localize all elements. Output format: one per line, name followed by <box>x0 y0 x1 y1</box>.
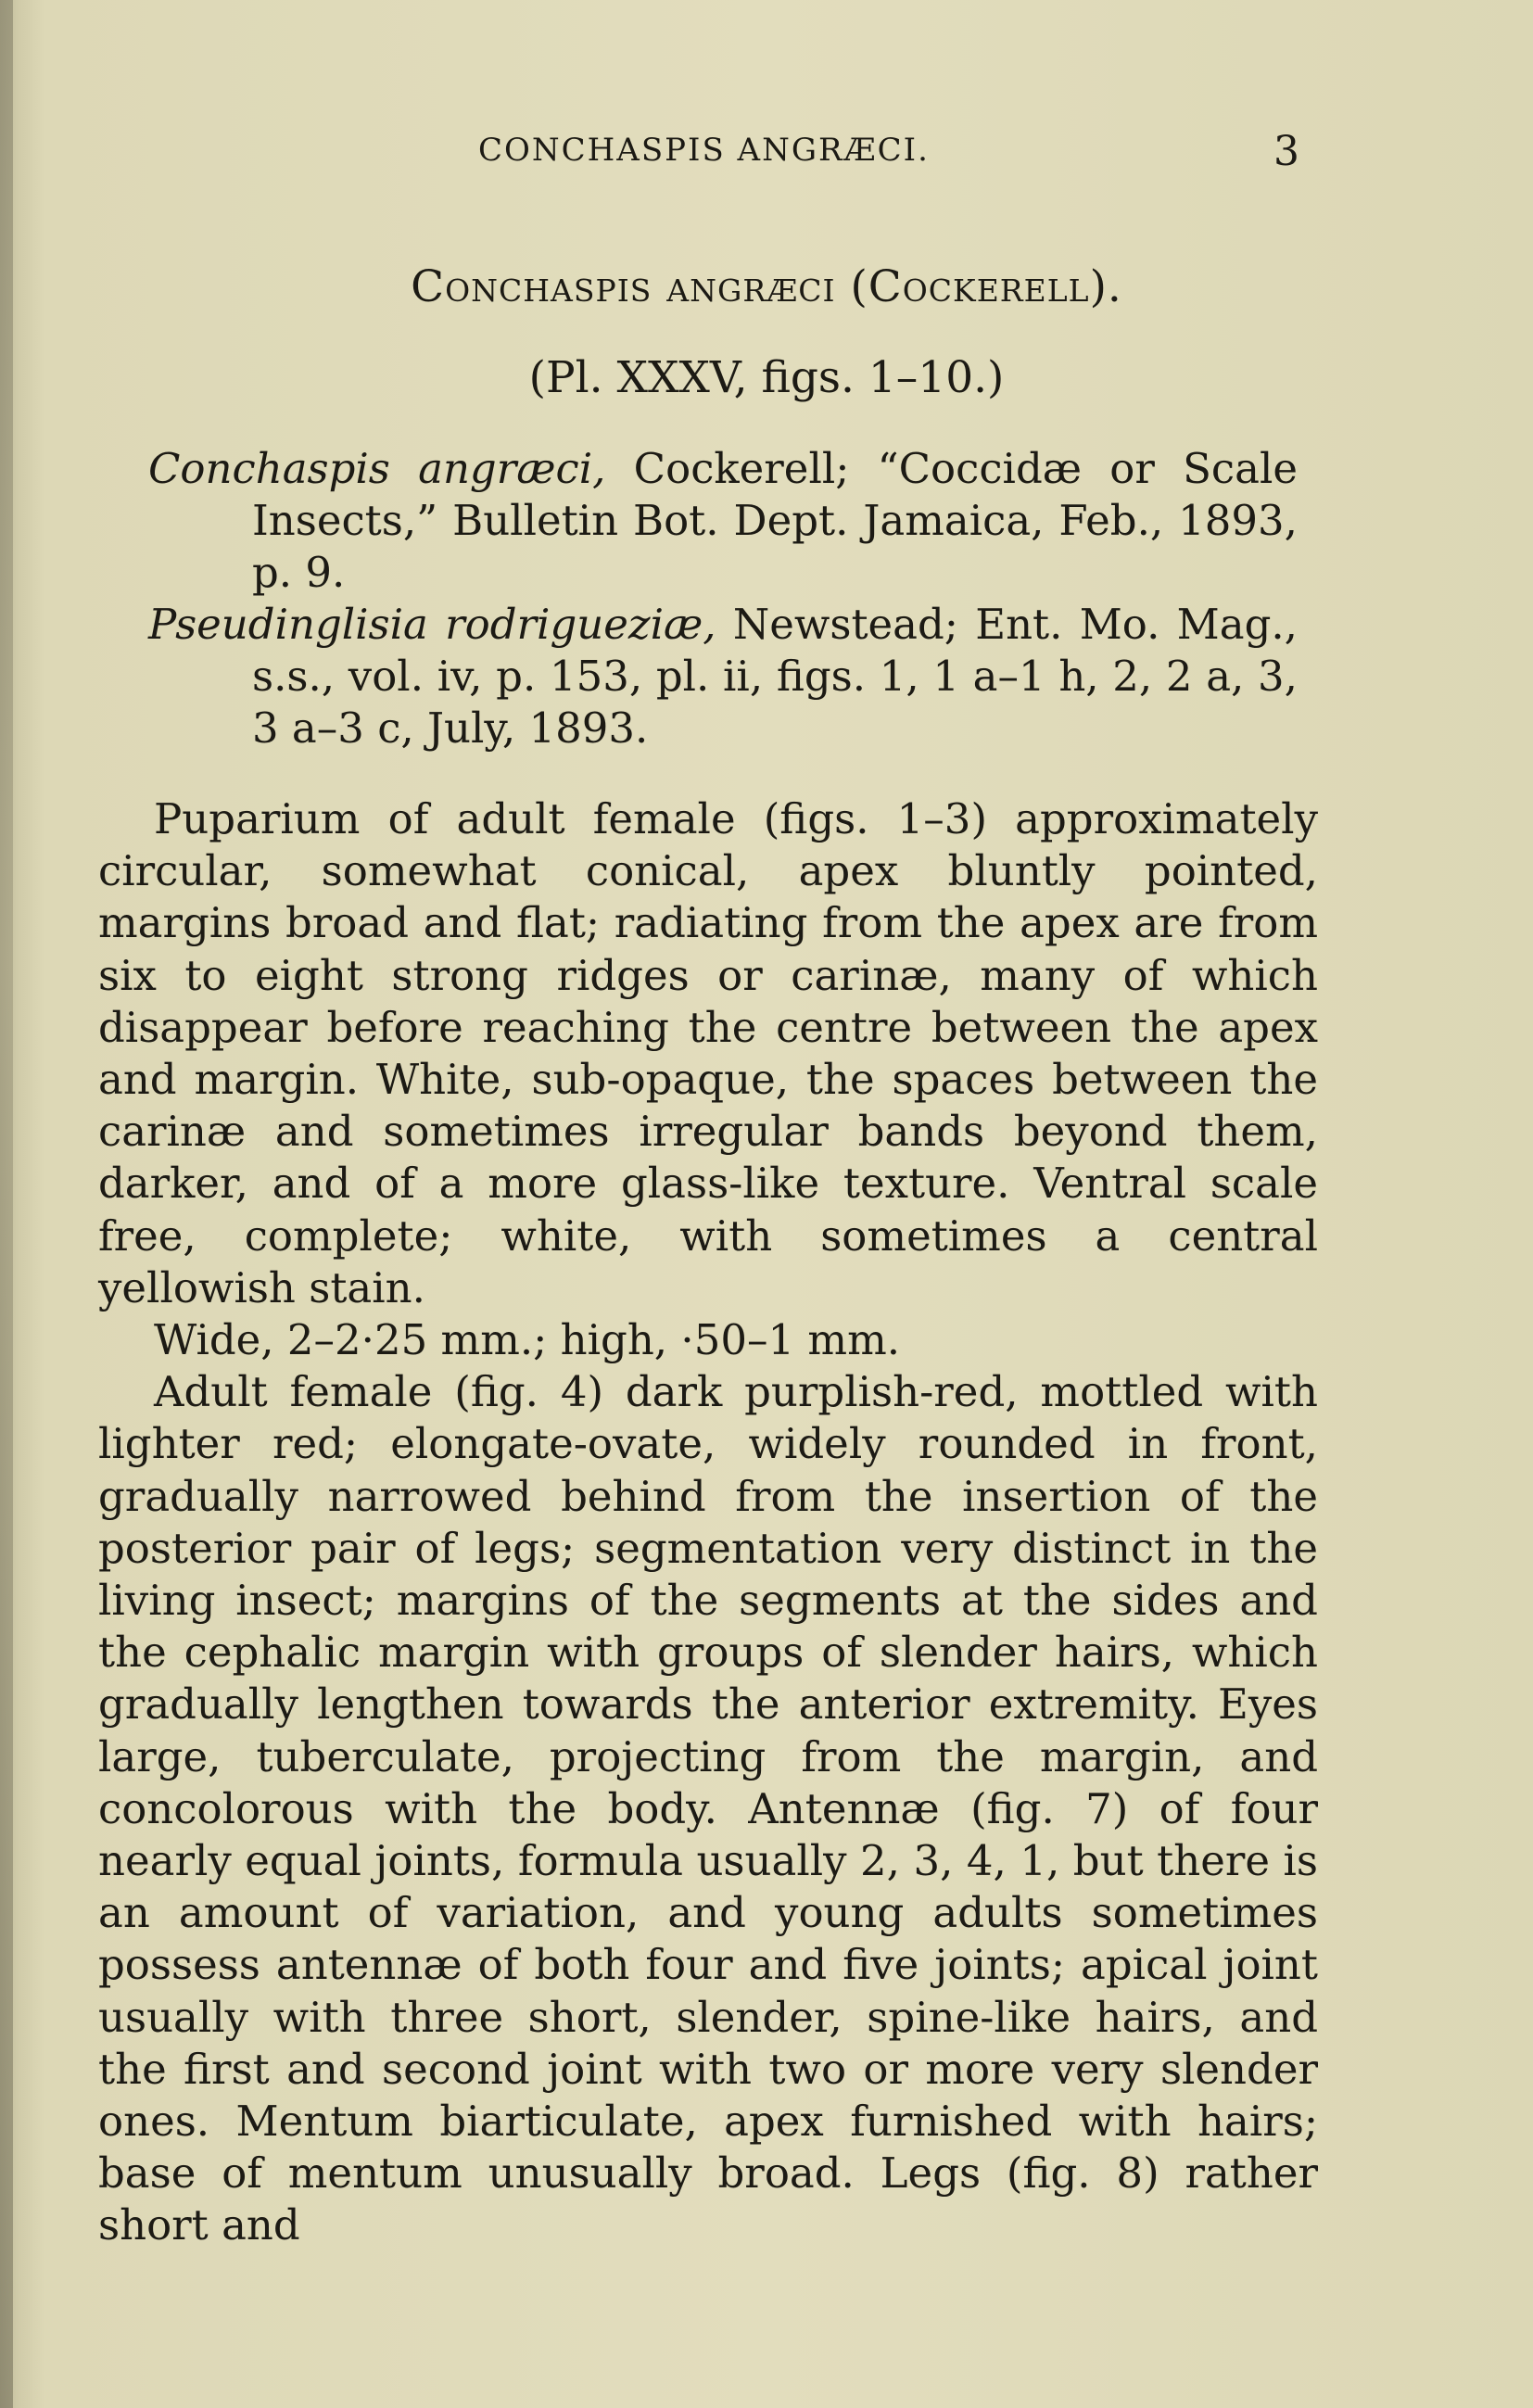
page-number: 3 <box>1273 128 1299 175</box>
running-head-title: CONCHASPIS ANGRÆCI. <box>478 132 930 169</box>
plate-reference: (Pl. XXXV, figs. 1–10.) <box>528 352 1005 403</box>
synonymy-list <box>148 443 1298 754</box>
description-body <box>98 793 1318 2252</box>
synonymy-entry <box>148 443 1298 599</box>
synonym-citation: Newstead; Ent. Mo. Mag., s.s., vol. iv, p. 153, pl. ii, figs. 1, 1 a–1 h, 2, 2 a, 3, 3 a–3 c, July, 1893. <box>252 600 1298 753</box>
adult-female-paragraph: Adult female (fig. 4) dark purplish-red, mottled with lighter red; elongate-ovate, widely rounded in front, gradually narrowed behind from the insertion of the posterior pair of legs; segmentation very distinct in the living insect; margins of the segments at the sides and the cephalic margin with groups of slender hairs, which gradually lengthen towards the anterior extremity. Eyes large, tuberculate, projecting from the margin, and concolorous with the body. Antennæ (fig. 7) of four nearly equal joints, formula usually 2, 3, 4, 1, but there is an amount of variation, and young adults sometimes possess antennæ of both four and five joints; apical joint usually with three short, slender, spine-like hairs, and the first and second joint with two or more very slender ones. Mentum biarticulate, apex furnished with hairs; base of mentum unusually broad. Legs (fig. 8) rather short and <box>98 1367 1318 2250</box>
synonym-taxon-name: Conchaspis angræci, <box>148 444 606 493</box>
synonym-citation: Cockerell; “Coccidæ or Scale Insects,” Bulletin Bot. Dept. Jamaica, Feb., 1893, p. 9. <box>252 444 1298 597</box>
running-head <box>0 128 1533 184</box>
synonymy-entry <box>148 599 1298 754</box>
synonym-taxon-name: Pseudinglisia rodrigueziæ, <box>148 600 716 649</box>
species-heading: Conchaspis angræci (Cockerell). <box>411 261 1122 312</box>
puparium-paragraph: Puparium of adult female (figs. 1–3) approximately circular, somewhat conical, apex bluntly pointed, margins broad and flat; radiating from the apex are from six to eight strong ridges or carinæ, many of which disappear before reaching the centre between the apex and margin. White, sub-opaque, the spaces between the carinæ and sometimes irregular bands beyond them, darker, and of a more glass-like texture. Ventral scale free, complete; white, with sometimes a central yellowish stain. <box>98 794 1318 1312</box>
measurements-paragraph: Wide, 2–2·25 mm.; high, ·50–1 mm. <box>154 1315 901 1365</box>
